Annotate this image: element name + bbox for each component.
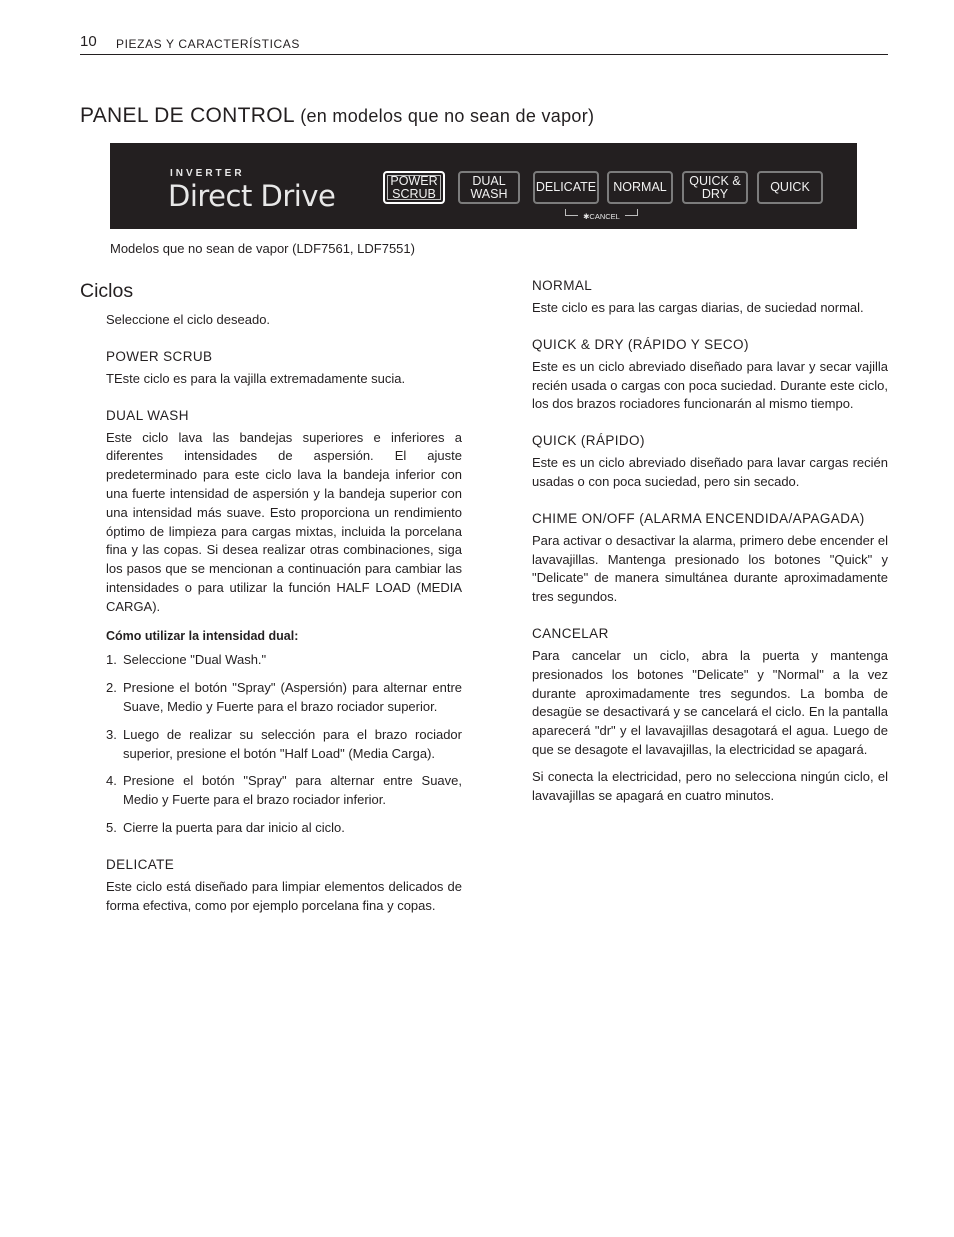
quick-text: Este es un ciclo abreviado diseñado para lavar cargas recién usadas o con poca suciedad, pero sin secado. — [532, 455, 888, 489]
quick-dry-heading: QUICK & DRY (RÁPIDO Y SECO) — [532, 336, 749, 352]
right-column — [532, 277, 888, 805]
delicate-text: Este ciclo está diseñado para limpiar elementos delicados de forma efectiva, como por ejemplo porcelana fina y copas. — [106, 878, 462, 913]
list-item: 2. Presione el botón "Spray" (Aspersión) para alternar entre Suave, Medio y Fuerte para el brazo rociador superior. — [106, 680, 462, 714]
page-header — [80, 33, 888, 55]
cancelar-text-1: Para cancelar un ciclo, abra la puerta y mantenga presionados los botones "Delicate" y "Normal" a la vez durante aproximadamente tres segundos. La bomba de desagüe se desactivará y se cancelará el ciclo. En la pantalla aparecerá "dr" y el lavavajillas desagotará el agua. Luego de que se desagote el lavavajillas, la electricidad se apagará. — [532, 647, 888, 757]
list-item: 3. Luego de realizar su selección para el brazo rociador superior, presione el botón "Half Load" (Media Carga). — [106, 726, 462, 761]
dual-wash-button: DUAL WASH — [458, 171, 520, 204]
list-item: 5. Cierre la puerta para dar inicio al ciclo. — [106, 819, 345, 835]
cancelar-text-2: Si conecta la electricidad, pero no selecciona ningún ciclo, el lavavajillas se apagará en cuatro minutos. — [532, 768, 888, 803]
running-title: PIEZAS Y CARACTERÍSTICAS — [116, 37, 300, 51]
brand-logo-top: INVERTER — [170, 168, 245, 179]
section-title — [80, 104, 594, 128]
cancel-label: ✱CANCEL — [583, 212, 620, 221]
cancel-indicator — [565, 209, 638, 221]
dual-steps-list — [106, 651, 462, 837]
quick-button: QUICK — [757, 171, 823, 204]
normal-button: NORMAL — [607, 171, 673, 204]
quick-dry-text: Este es un ciclo abreviado diseñado para lavar y secar vajilla recién usada o cargas con poca suciedad. Durante este ciclo, los dos brazos rociadores funcionarán al mismo tiempo. — [532, 358, 888, 412]
ciclos-title: Ciclos — [80, 280, 134, 302]
page-number: 10 — [80, 33, 97, 50]
panel-caption: Modelos que no sean de vapor (LDF7561, LDF7551) — [110, 241, 415, 256]
quick-dry-button: QUICK & DRY — [682, 171, 748, 204]
delicate-heading: DELICATE — [106, 856, 175, 872]
dual-wash-heading: DUAL WASH — [106, 407, 189, 423]
ciclos-intro: Seleccione el ciclo deseado. — [106, 312, 271, 327]
cancelar-heading: CANCELAR — [532, 625, 609, 641]
power-scrub-button: POWER SCRUB — [383, 171, 445, 204]
normal-heading: NORMAL — [532, 278, 593, 293]
left-column — [80, 279, 462, 915]
brand-logo-main: Direct Drive — [168, 179, 336, 213]
section-title-main: PANEL DE CONTROL — [80, 104, 295, 127]
chime-text: Para activar o desactivar la alarma, primero debe encender el lavavajillas. Mantenga presionado los botones "Quick" y "Delicate" de manera simultánea durante aproximadamente tres segundos. — [532, 532, 888, 605]
control-panel-image — [110, 143, 857, 229]
quick-heading: QUICK (RÁPIDO) — [532, 433, 645, 449]
power-scrub-heading: POWER SCRUB — [106, 348, 213, 364]
list-item: 4. Presione el botón "Spray" para alternar entre Suave, Medio y Fuerte para el brazo rociador inferior. — [106, 773, 462, 808]
chime-heading: CHIME ON/OFF (ALARMA ENCENDIDA/APAGADA) — [532, 510, 865, 526]
power-scrub-text: TEste ciclo es para la vajilla extremadamente sucia. — [106, 370, 406, 386]
delicate-button: DELICATE — [533, 171, 599, 204]
normal-text: Este ciclo es para las cargas diarias, de suciedad normal. — [532, 300, 864, 315]
dual-wash-text: Este ciclo lava las bandejas superiores e inferiores a diferentes intensidades de aspersión. El ajuste predeterminado para este ciclo lava la bandeja inferior con una fuerte intensidad de aspersión y la bandeja superior con una intensidad más suave. Esto proporciona un rendimiento óptimo de limpieza para cargas mixtas, incluida la porcelana fina y las copas. Si desea realizar otras combinaciones, siga los pasos que se mencionan a continuación para cambiar las intensidades o para utilizar la función HALF LOAD (MEDIA CARGA). — [106, 429, 462, 614]
dual-howto-title: Cómo utilizar la intensidad dual: — [106, 628, 299, 643]
section-title-sub: (en modelos que no sean de vapor) — [300, 106, 595, 126]
list-item: 1. Seleccione "Dual Wash." — [106, 652, 267, 668]
